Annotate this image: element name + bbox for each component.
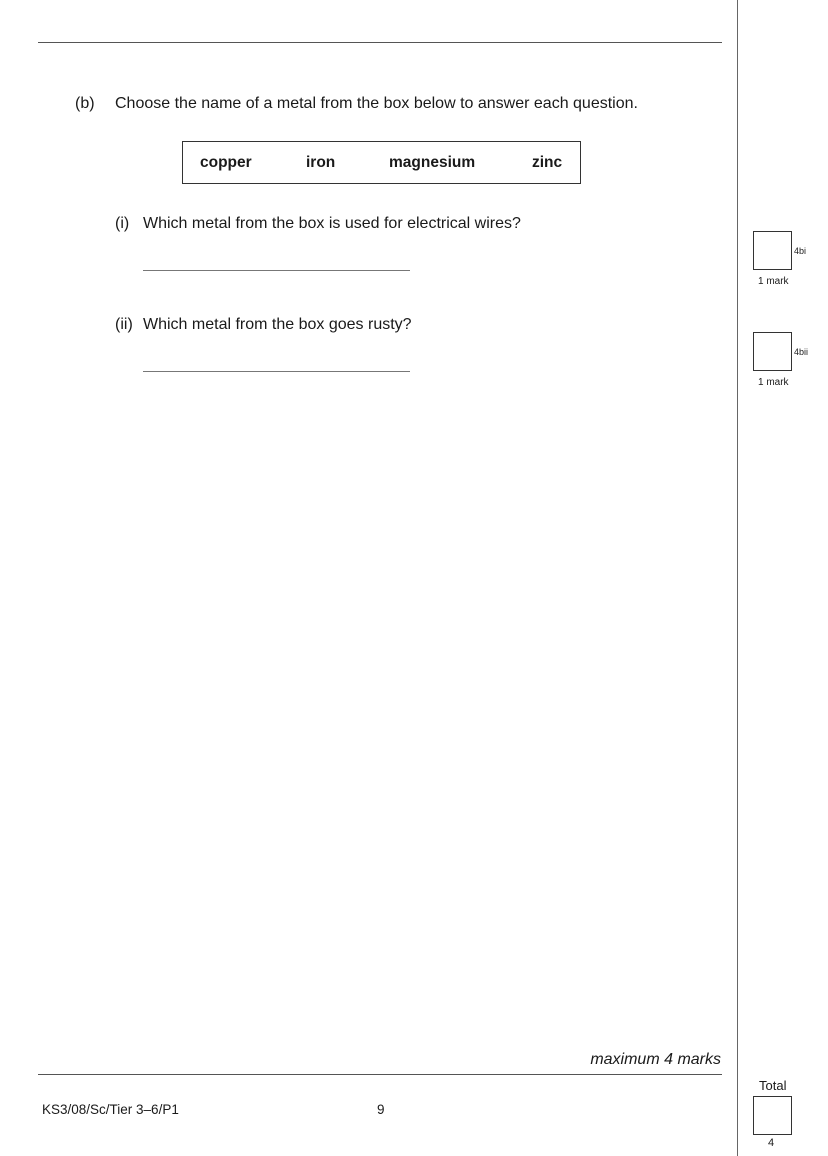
mark-code-4bi: 4bi: [794, 246, 807, 256]
mark-label-4bi: 1 mark: [758, 276, 789, 287]
paper-code: KS3/08/Sc/Tier 3–6/P1: [42, 1102, 179, 1117]
sub-question-i-label: (i): [115, 215, 130, 232]
word-copper: copper: [200, 154, 252, 171]
sub-question-ii-text: Which metal from the box goes rusty?: [143, 316, 412, 333]
instruction-text: Choose the name of a metal from the box below to answer each question.: [115, 95, 638, 112]
sub-question-ii-label: (ii): [115, 316, 133, 333]
maximum-marks: maximum 4 marks: [590, 1051, 721, 1068]
bottom-rule: [38, 1074, 722, 1075]
total-value: 4: [768, 1137, 775, 1149]
total-box[interactable]: [753, 1096, 792, 1135]
mark-label-4bii: 1 mark: [758, 377, 789, 388]
total-label: Total: [759, 1078, 787, 1093]
sub-question-i-text: Which metal from the box is used for electrical wires?: [143, 215, 521, 232]
answer-line-i[interactable]: [143, 270, 410, 271]
mark-code-4bii: 4bii: [794, 347, 809, 357]
margin-rule: [737, 0, 738, 1156]
word-magnesium: magnesium: [389, 154, 476, 171]
metal-word-box: [182, 141, 581, 184]
top-rule: [38, 42, 722, 43]
word-iron: iron: [306, 154, 336, 171]
word-zinc: zinc: [532, 154, 563, 171]
part-label: (b): [75, 95, 95, 112]
mark-box-4bii[interactable]: [753, 332, 792, 371]
page-number: 9: [377, 1102, 385, 1117]
mark-box-4bi[interactable]: [753, 231, 792, 270]
answer-line-ii[interactable]: [143, 371, 410, 372]
